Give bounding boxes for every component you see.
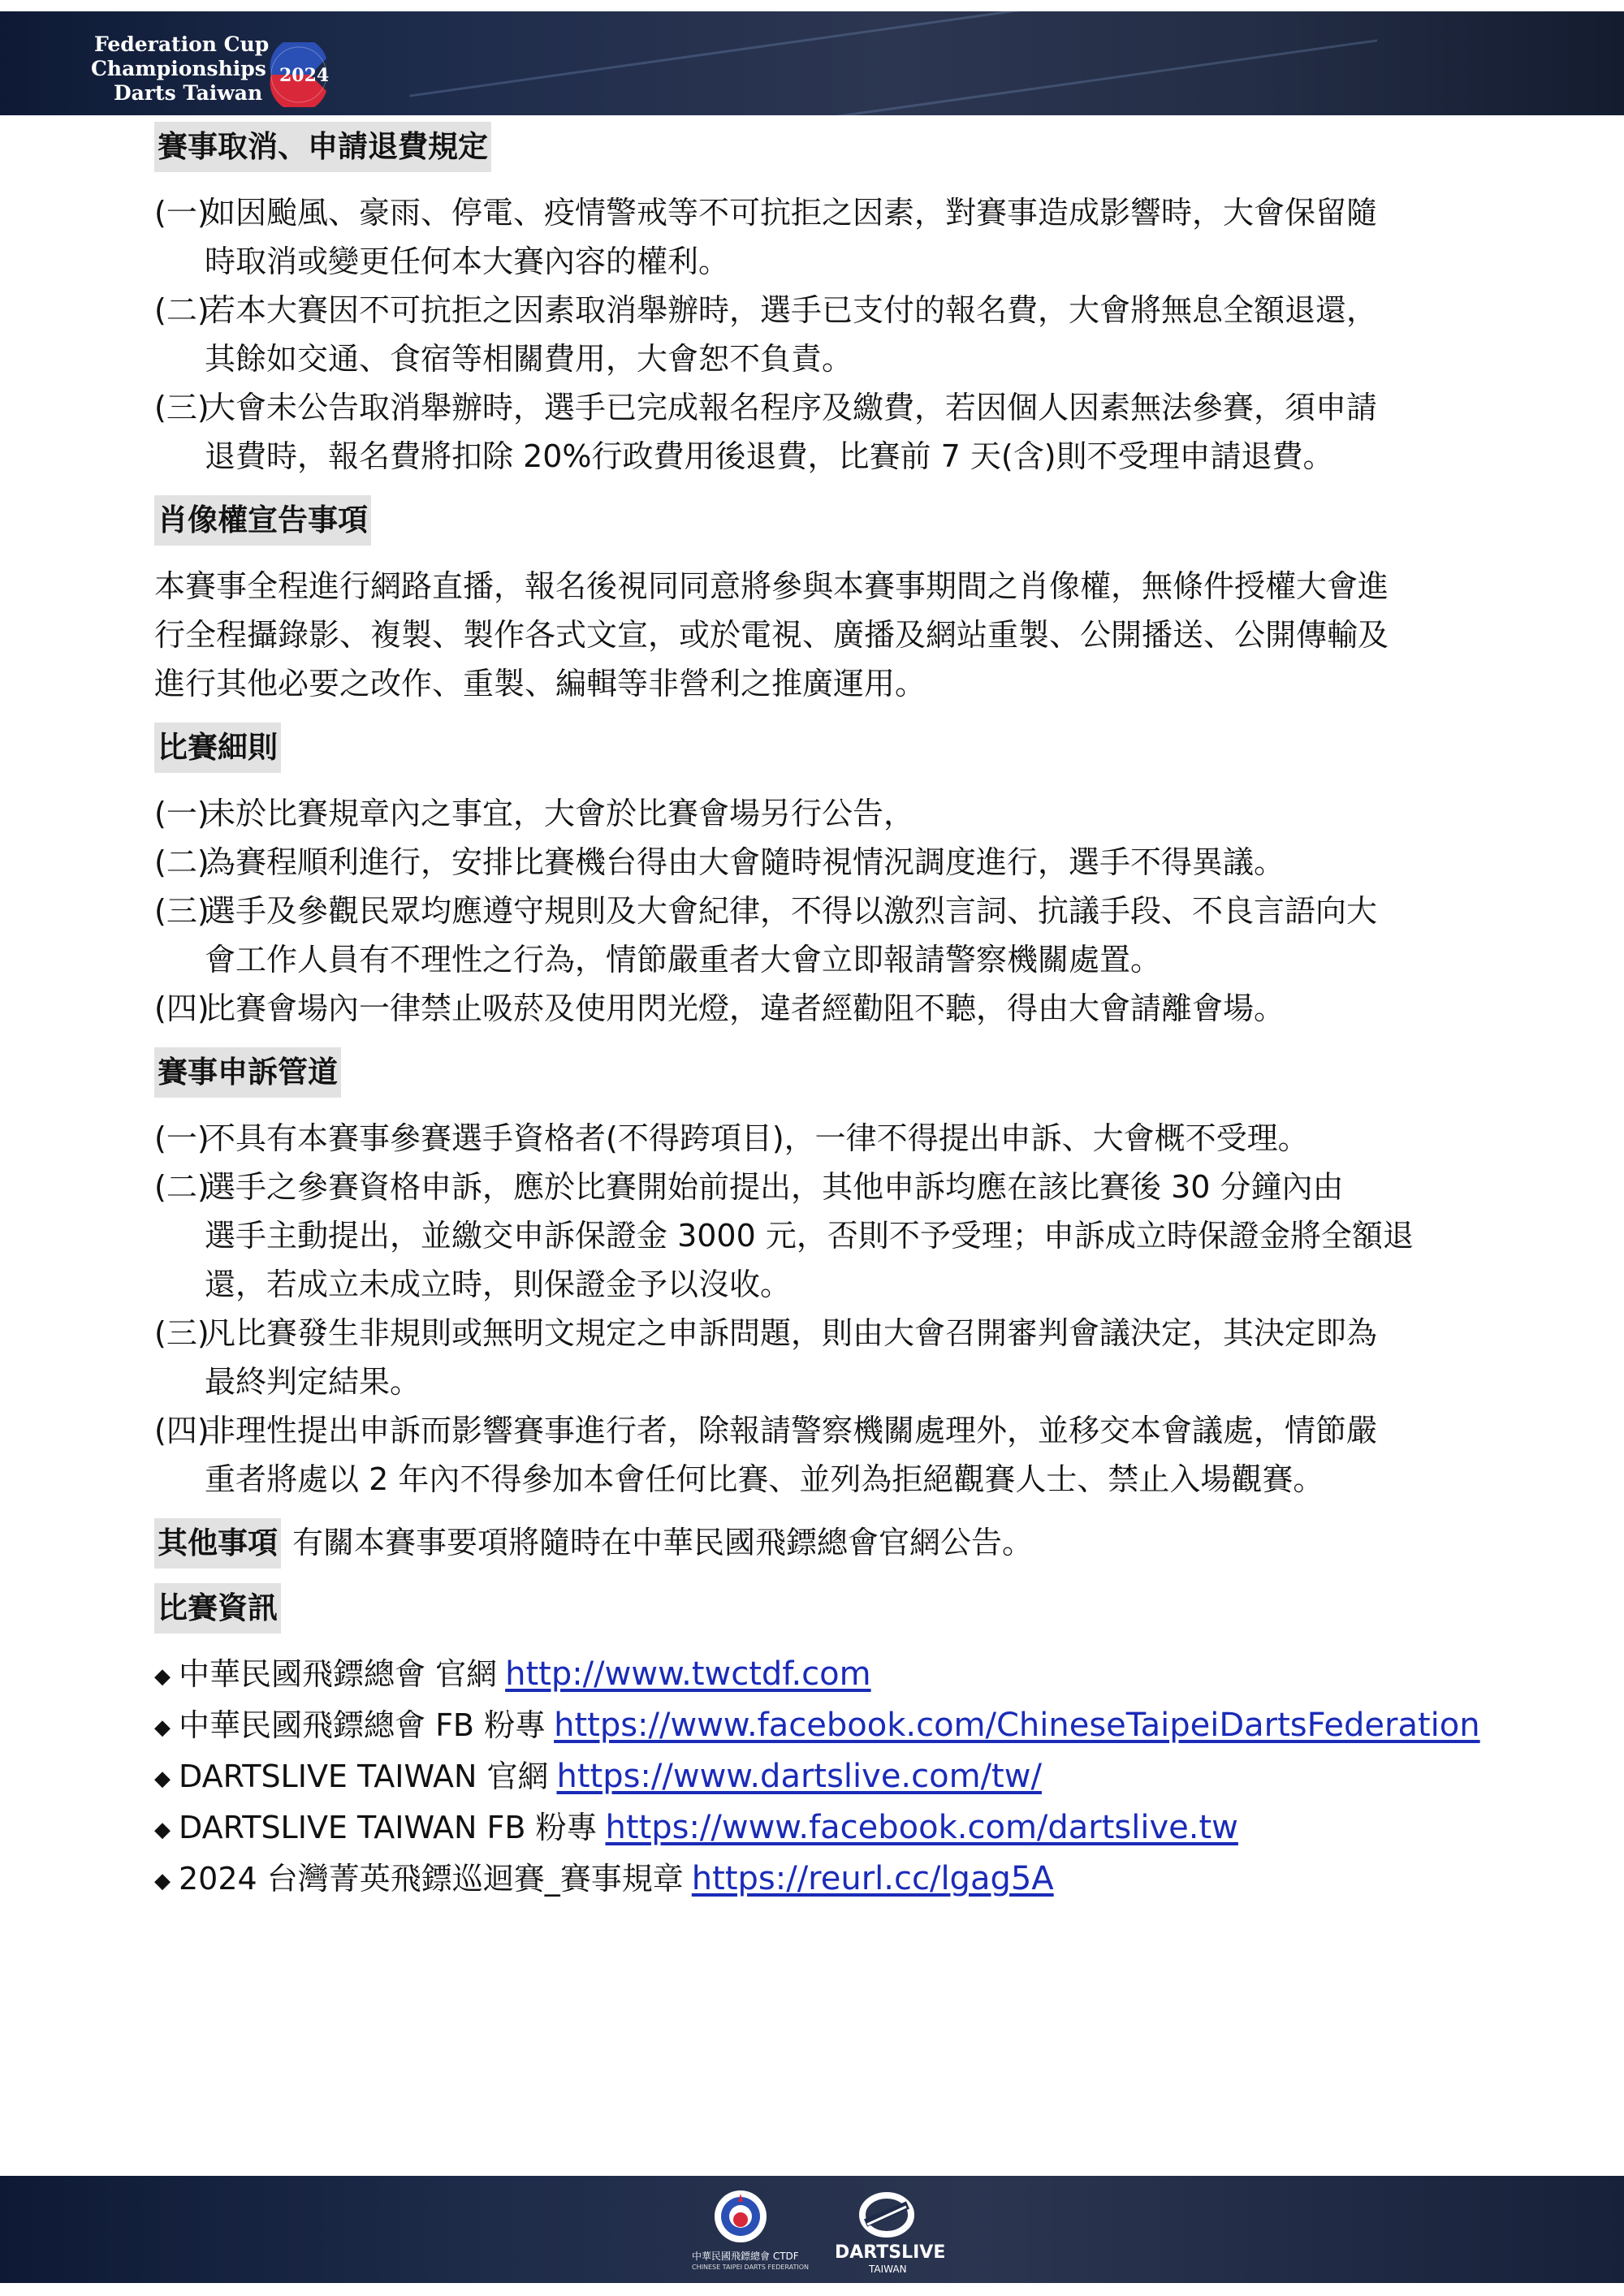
link-label: 2024 台灣菁英飛鏢巡迴賽_賽事規章 [179, 1861, 684, 1897]
event-logo [91, 32, 351, 114]
diamond-bullet-icon: ◆ [154, 1818, 171, 1842]
item-number: (二) [154, 292, 209, 328]
regulations-link[interactable]: https://reurl.cc/lgag5A [691, 1860, 1054, 1897]
item-line: 會工作人員有不理性之行為，情節嚴重者大會立即報請警察機關處置。 [205, 942, 1162, 978]
section-title-rules: 比賽細則 [154, 723, 281, 773]
item-line: 如因颱風、豪雨、停電、疫情警戒等不可抗拒之因素，對賽事造成影響時，大會保留隨 [205, 195, 1378, 231]
info-link-row [154, 1752, 1486, 1803]
item-line: 還，若成立未成立時，則保證金予以沒收。 [205, 1267, 792, 1302]
dartslive-facebook-link[interactable]: https://www.facebook.com/dartslive.tw [605, 1809, 1238, 1846]
item-line: 選手之參賽資格申訴，應於比賽開始前提出，其他申訴均應在該比賽後 30 分鐘內由 [205, 1169, 1344, 1205]
dartslive-mark-icon [830, 2187, 944, 2241]
section-title-refund: 賽事取消、申請退費規定 [154, 122, 491, 172]
list-item [154, 838, 1486, 887]
header-streak [734, 39, 1378, 115]
link-label: DARTSLIVE TAIWAN FB 粉專 [179, 1810, 598, 1845]
diamond-bullet-icon: ◆ [154, 1716, 171, 1740]
item-line: 凡比賽發生非規則或無明文規定之申訴問題，則由大會召開審判會議決定，其決定即為 [205, 1315, 1378, 1351]
item-line: 若本大賽因不可抗拒之因素取消舉辦時，選手已支付的報名費，大會將無息全額退還， [205, 292, 1378, 328]
list-item [154, 1406, 1486, 1504]
federation-website-link[interactable]: http://www.twctdf.com [505, 1655, 871, 1693]
item-line: 比賽會場內一律禁止吸菸及使用閃光燈，違者經勸阻不聽，得由大會請離會場。 [205, 990, 1285, 1026]
item-number: (三) [154, 893, 209, 929]
link-label: DARTSLIVE TAIWAN 官網 [179, 1759, 549, 1794]
logo-line-3: Darts Taiwan [114, 81, 263, 105]
item-number: (一) [154, 796, 209, 831]
item-line: 退費時，報名費將扣除 20%行政費用後退費，比賽前 7 天(含)則不受理申請退費。 [205, 438, 1334, 474]
info-link-row [154, 1803, 1486, 1854]
rules-section [154, 723, 1486, 1033]
item-line: 選手主動提出，並繳交申訴保證金 3000 元，否則不予受理；申訴成立時保證金將全額退 [205, 1218, 1414, 1254]
other-text: 有關本賽事要項將隨時在中華民國飛鏢總會官網公告。 [292, 1525, 1034, 1560]
link-label: 中華民國飛鏢總會 官網 [179, 1656, 498, 1692]
item-number: (四) [154, 990, 209, 1026]
logo-year: 2024 [279, 65, 330, 86]
item-number: (一) [154, 195, 209, 231]
item-line: 重者將處以 2 年內不得參加本會任何比賽、並列為拒絕觀賽人士、禁止入場觀賽。 [205, 1461, 1324, 1497]
paragraph-line: 進行其他必要之改作、重製、編輯等非營利之推廣運用。 [154, 666, 926, 701]
dartslive-sub: TAIWAN [869, 2264, 907, 2275]
info-link-row [154, 1854, 1486, 1905]
year-badge [261, 42, 351, 107]
item-line: 其餘如交通、食宿等相關費用，大會恕不負責。 [205, 341, 853, 377]
item-line: 選手及參觀民眾均應遵守規則及大會紀律，不得以激烈言詞、抗議手段、不良言語向大 [205, 893, 1378, 929]
item-line: 為賽程順利進行，安排比賽機台得由大會隨時視情況調度進行，選手不得異議。 [205, 844, 1285, 880]
item-line: 最終判定結果。 [205, 1364, 421, 1400]
item-line: 不具有本賽事參賽選手資格者(不得跨項目)，一律不得提出申訴、大會概不受理。 [205, 1120, 1309, 1156]
item-line: 時取消或變更任何本大賽內容的權利。 [205, 244, 730, 279]
other-section [154, 1518, 1486, 1569]
link-label: 中華民國飛鏢總會 FB 粉專 [179, 1707, 546, 1743]
dartslive-logo [830, 2187, 944, 2277]
list-item [154, 887, 1486, 984]
list-item [154, 1163, 1486, 1309]
list-item [154, 1114, 1486, 1163]
appeal-section [154, 1047, 1486, 1504]
footer-band [0, 2176, 1624, 2283]
section-title-portrait: 肖像權宣告事項 [154, 495, 371, 546]
section-title-appeal: 賽事申訴管道 [154, 1047, 341, 1098]
section-title-info: 比賽資訊 [154, 1583, 281, 1634]
item-number: (四) [154, 1413, 209, 1448]
logo-line-1: Federation Cup [94, 32, 270, 56]
list-item [154, 286, 1486, 383]
dartslive-name: DARTSLIVE [835, 2242, 946, 2263]
item-number: (二) [154, 1169, 209, 1205]
header-streak [409, 11, 1134, 97]
item-line: 非理性提出申訴而影響賽事進行者，除報請警察機關處理外，並移交本會議處，情節嚴 [205, 1413, 1378, 1448]
list-item [154, 1309, 1486, 1406]
paragraph-line: 本賽事全程進行網路直播，報名後視同同意將參與本賽事期間之肖像權，無條件授權大會進 [154, 568, 1389, 604]
item-number: (三) [154, 390, 209, 425]
info-link-row [154, 1701, 1486, 1752]
list-item [154, 188, 1486, 286]
diamond-bullet-icon: ◆ [154, 1767, 171, 1791]
header-band [0, 11, 1624, 115]
info-link-row [154, 1650, 1486, 1701]
ctdf-emblem-icon [692, 2187, 789, 2249]
list-item [154, 789, 1486, 838]
item-number: (一) [154, 1120, 209, 1156]
dartslive-website-link[interactable]: https://www.dartslive.com/tw/ [556, 1758, 1042, 1795]
federation-facebook-link[interactable]: https://www.facebook.com/ChineseTaipeiDartsFederation [554, 1707, 1480, 1744]
item-number: (二) [154, 844, 209, 880]
portrait-section [154, 495, 1486, 708]
ctdf-logo [692, 2187, 810, 2277]
diamond-bullet-icon: ◆ [154, 1869, 171, 1893]
paragraph-line: 行全程攝錄影、複製、製作各式文宣，或於電視、廣播及網站重製、公開播送、公開傳輸及 [154, 617, 1389, 653]
info-section [154, 1583, 1486, 1905]
ctdf-caption: 中華民國飛鏢總會 CTDF [692, 2251, 799, 2262]
section-title-other: 其他事項 [154, 1518, 281, 1569]
item-number: (三) [154, 1315, 209, 1351]
item-line: 未於比賽規章內之事宜，大會於比賽會場另行公告， [205, 796, 915, 831]
refund-section [154, 122, 1486, 481]
document-body [154, 122, 1486, 1920]
logo-line-2: Championships [91, 57, 266, 80]
diamond-bullet-icon: ◆ [154, 1664, 171, 1689]
ctdf-caption-en: CHINESE TAIPEI DARTS FEDERATION [692, 2264, 810, 2271]
list-item [154, 383, 1486, 481]
item-line: 大會未公告取消舉辦時，選手已完成報名程序及繳費，若因個人因素無法參賽，須申請 [205, 390, 1378, 425]
list-item [154, 984, 1486, 1033]
